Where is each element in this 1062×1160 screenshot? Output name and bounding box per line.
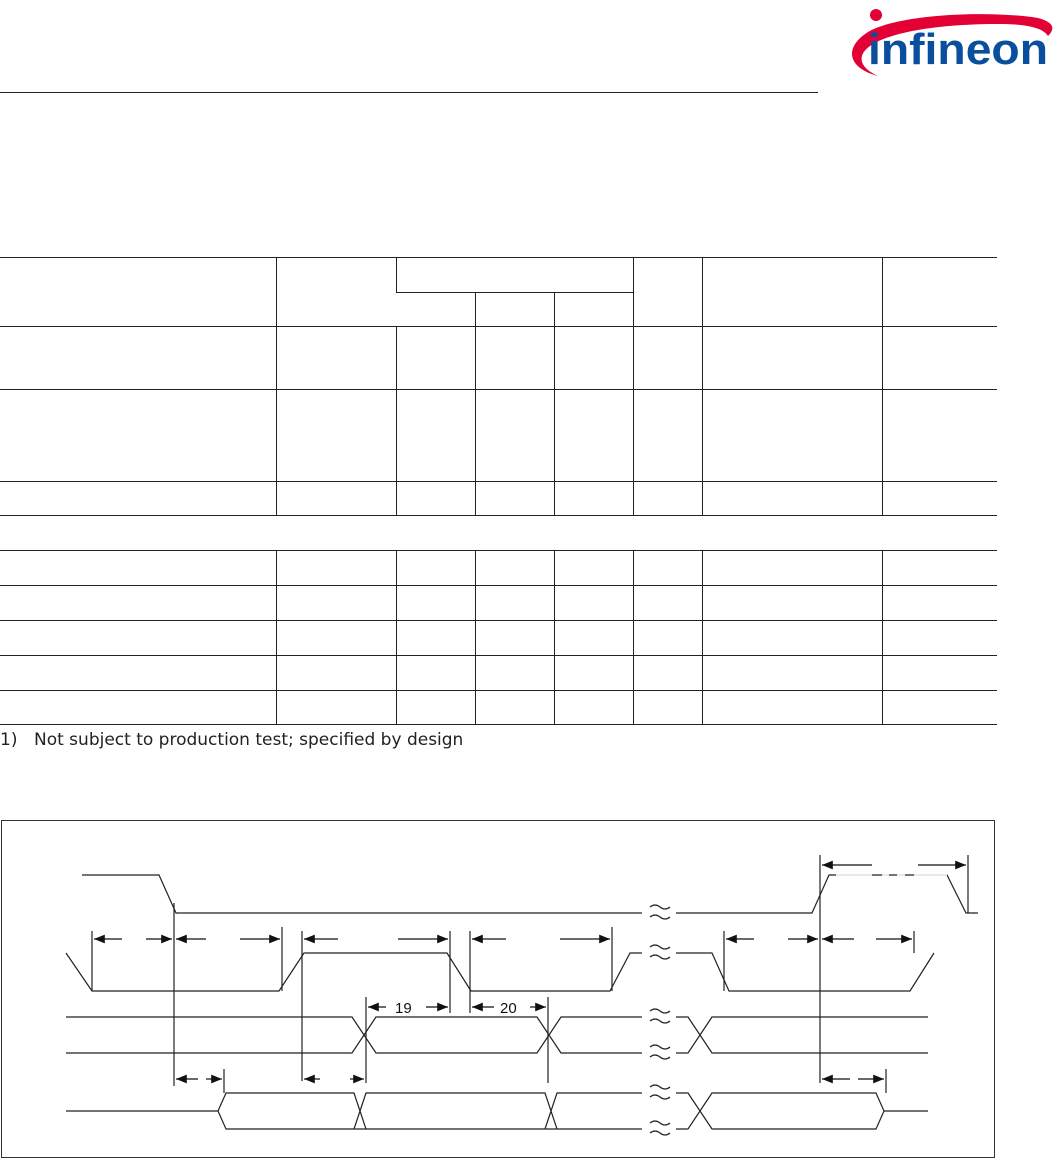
table-section-row <box>0 516 997 551</box>
table-row <box>0 390 997 482</box>
table-row <box>0 691 997 725</box>
signal-dout-mid <box>354 1093 642 1129</box>
header-cell-min <box>396 293 475 327</box>
signal-din-valid <box>364 1017 642 1053</box>
break-symbol <box>650 1085 670 1099</box>
table-row <box>0 327 997 390</box>
logo-text: infineon <box>868 25 1048 74</box>
signal-din-end <box>676 1017 928 1053</box>
header-cell-values <box>396 258 633 293</box>
table-row <box>0 482 997 516</box>
header-cell-typ <box>475 293 554 327</box>
table-row <box>0 656 997 691</box>
footnote-text: Not subject to production test; specified by design <box>34 730 464 750</box>
timing-diagram <box>1 820 995 1158</box>
break-symbol <box>650 1121 670 1135</box>
signal-din-top <box>66 1017 364 1053</box>
header-cell-max <box>554 293 633 327</box>
signal-cs <box>82 875 642 913</box>
table-row <box>0 586 997 621</box>
table-row <box>0 621 997 656</box>
header-rule <box>0 92 818 93</box>
break-symbol <box>650 945 670 959</box>
table-header-row <box>0 258 997 293</box>
footnote <box>0 730 463 750</box>
break-symbol <box>650 905 670 919</box>
timing-diagram-svg <box>2 821 996 1159</box>
parameter-table <box>0 257 997 725</box>
header-cell <box>882 258 997 327</box>
signal-clk-end <box>676 953 934 991</box>
header-cell <box>702 258 882 327</box>
break-symbol <box>650 1045 670 1059</box>
signal-dout-end <box>676 1093 928 1129</box>
header-cell <box>0 258 276 327</box>
timing-label-20: 20 <box>500 1000 517 1017</box>
logo-dot <box>870 9 882 21</box>
timing-label-19: 19 <box>395 1000 412 1017</box>
signal-clk <box>66 953 642 991</box>
header-cell <box>276 258 396 327</box>
footnote-mark: 1) <box>0 730 18 750</box>
header-cell <box>633 258 702 327</box>
infineon-logo <box>838 6 1056 88</box>
table-row <box>0 551 997 586</box>
signal-cs-end <box>676 875 978 913</box>
break-symbol <box>650 1009 670 1023</box>
signal-dout <box>66 1093 366 1129</box>
